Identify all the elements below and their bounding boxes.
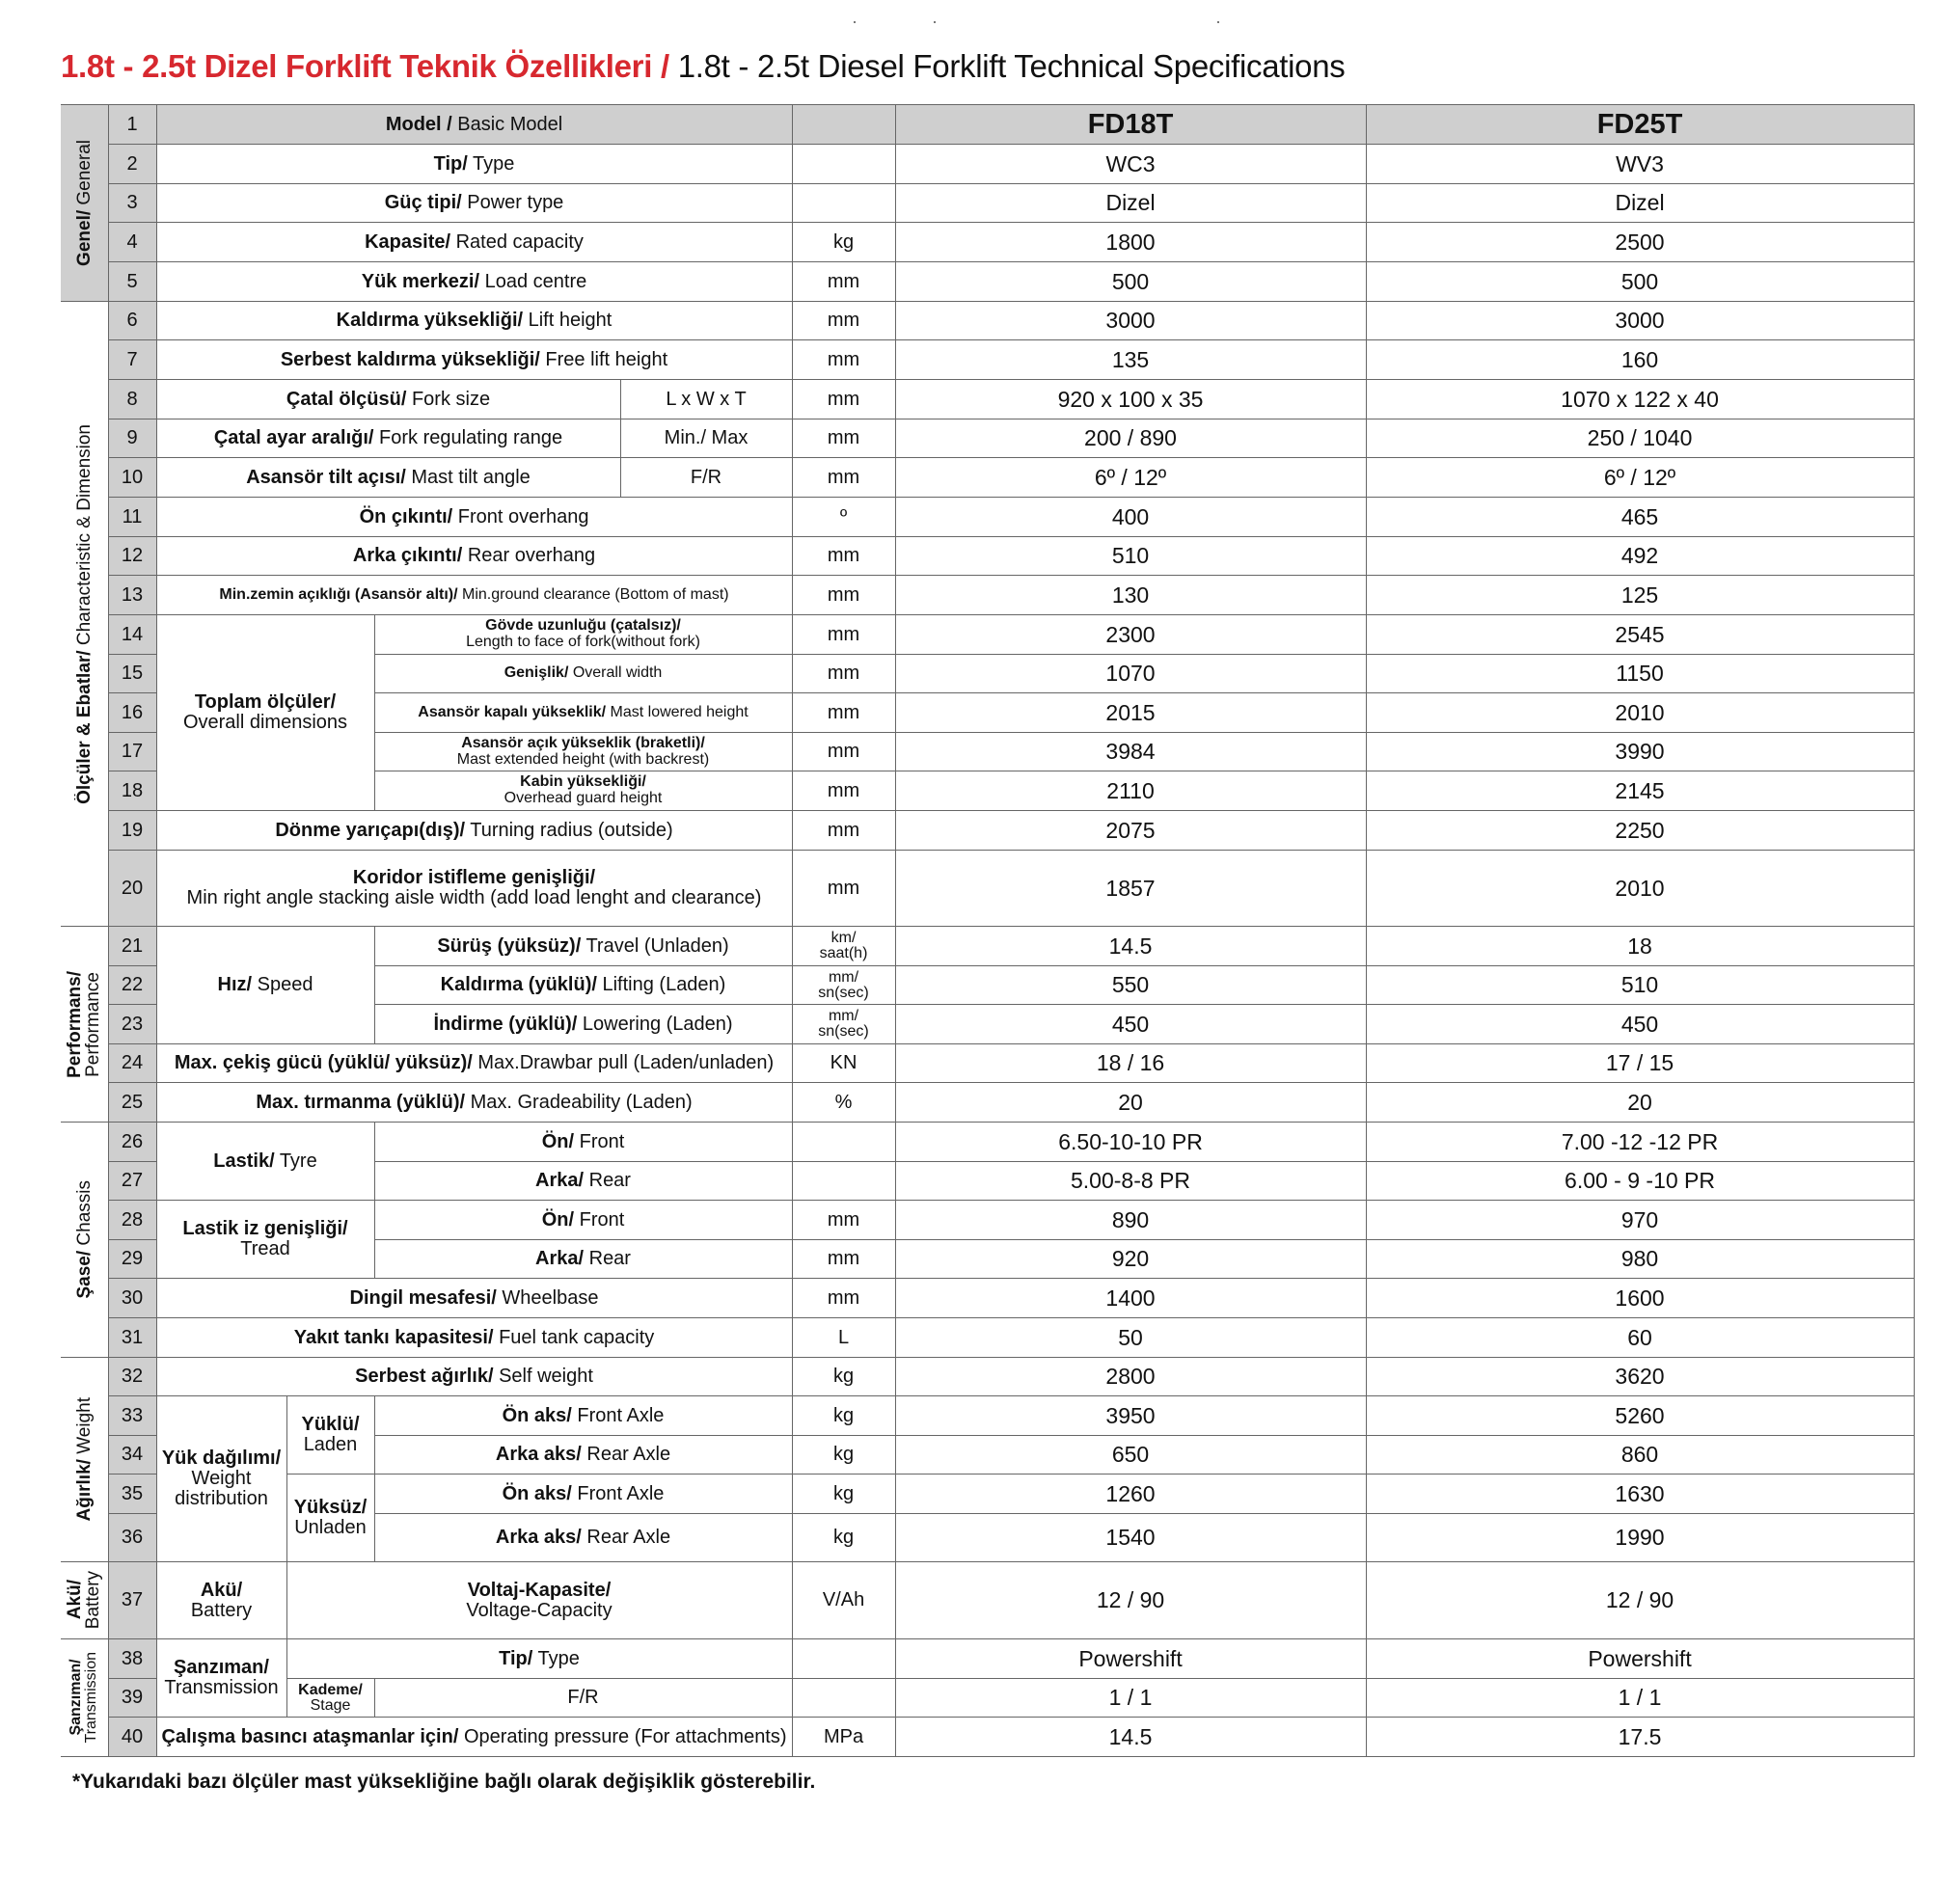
- value-fd18t: WC3: [895, 145, 1366, 184]
- value-fd18t: 650: [895, 1436, 1366, 1475]
- table-row: [61, 105, 1914, 145]
- spec-label: Tip/ Type: [156, 145, 792, 184]
- row-number: 36: [108, 1514, 156, 1562]
- spec-label: Tip/ Type: [286, 1639, 792, 1679]
- value-fd18t: 3000: [895, 302, 1366, 340]
- unit-cell: mm: [792, 771, 895, 811]
- spec-label: Max. çekiş gücü (yüklü/ yüksüz)/ Max.Drawbar pull (Laden/unladen): [156, 1044, 792, 1083]
- category-transmission: Şanzıman/ Transmission: [61, 1639, 108, 1757]
- row-number: 3: [108, 184, 156, 223]
- value-fd25t: WV3: [1366, 145, 1914, 184]
- value-fd18t: 20: [895, 1083, 1366, 1123]
- value-fd18t: 1800: [895, 223, 1366, 262]
- spec-label: F/R: [374, 1679, 792, 1718]
- value-fd18t: 450: [895, 1005, 1366, 1044]
- value-fd18t: 1540: [895, 1514, 1366, 1562]
- row-number: 1: [108, 105, 156, 145]
- value-fd25t: 1990: [1366, 1514, 1914, 1562]
- value-fd18t: 3984: [895, 733, 1366, 771]
- spec-label: Yük merkezi/ Load centre: [156, 262, 792, 302]
- top-dots: [0, 21, 1960, 27]
- row-number: 22: [108, 966, 156, 1005]
- row-number: 20: [108, 851, 156, 927]
- row-number: 7: [108, 340, 156, 380]
- category-weight: Ağırlık/ Weight: [61, 1358, 108, 1562]
- value-fd25t: 125: [1366, 576, 1914, 615]
- value-fd18t: 200 / 890: [895, 419, 1366, 458]
- spec-label: Arka çıkıntı/ Rear overhang: [156, 537, 792, 576]
- table-row: [61, 1396, 1914, 1436]
- value-fd25t: 18: [1366, 927, 1914, 966]
- value-fd18t: 14.5: [895, 927, 1366, 966]
- table-row: [61, 223, 1914, 262]
- unit-cell: mm: [792, 302, 895, 340]
- spec-label: Dönme yarıçapı(dış)/ Turning radius (outside): [156, 811, 792, 851]
- model-fd25t: FD25T: [1366, 105, 1914, 145]
- table-row: [61, 302, 1914, 340]
- spec-label: Arka aks/ Rear Axle: [374, 1436, 792, 1475]
- table-row: [61, 811, 1914, 851]
- unit-cell: kg: [792, 1358, 895, 1396]
- group-speed: Hız/ Speed: [156, 927, 374, 1044]
- table-row: [61, 1475, 1914, 1514]
- group-transmission: Şanzıman/ Transmission: [156, 1639, 286, 1718]
- table-row: [61, 1083, 1914, 1123]
- row-number: 21: [108, 927, 156, 966]
- group-unladen: Yüksüz/ Unladen: [286, 1475, 374, 1562]
- value-fd18t: Dizel: [895, 184, 1366, 223]
- value-fd18t: 920: [895, 1240, 1366, 1279]
- row-number: 35: [108, 1475, 156, 1514]
- row-number: 11: [108, 498, 156, 537]
- spec-label: Yakıt tankı kapasitesi/ Fuel tank capacity: [156, 1318, 792, 1358]
- table-row: [61, 419, 1914, 458]
- value-fd25t: 2500: [1366, 223, 1914, 262]
- category-battery: Akü/ Battery: [61, 1562, 108, 1639]
- row-number: 33: [108, 1396, 156, 1436]
- row-number: 15: [108, 655, 156, 693]
- table-row: [61, 1201, 1914, 1240]
- row-number: 23: [108, 1005, 156, 1044]
- table-row: [61, 1639, 1914, 1679]
- row-number: 31: [108, 1318, 156, 1358]
- value-fd25t: 5260: [1366, 1396, 1914, 1436]
- spec-label: Ön/ Front: [374, 1123, 792, 1162]
- spec-label: Ön aks/ Front Axle: [374, 1475, 792, 1514]
- value-fd25t: 1150: [1366, 655, 1914, 693]
- unit-cell: mm: [792, 340, 895, 380]
- value-fd25t: 465: [1366, 498, 1914, 537]
- table-row: [61, 1718, 1914, 1757]
- table-row: [61, 145, 1914, 184]
- value-fd18t: 135: [895, 340, 1366, 380]
- value-fd25t: 160: [1366, 340, 1914, 380]
- model-fd18t: FD18T: [895, 105, 1366, 145]
- spec-label: Arka/ Rear: [374, 1162, 792, 1201]
- group-tyre: Lastik/ Tyre: [156, 1123, 374, 1201]
- row-number: 9: [108, 419, 156, 458]
- spec-label: Model / Basic Model: [156, 105, 792, 145]
- value-fd25t: 450: [1366, 1005, 1914, 1044]
- spec-label: Kaldırma (yüklü)/ Lifting (Laden): [374, 966, 792, 1005]
- unit-cell: L: [792, 1318, 895, 1358]
- spec-label: Çatal ayar aralığı/ Fork regulating range: [156, 419, 620, 458]
- unit-cell: [792, 1639, 895, 1679]
- value-fd18t: 50: [895, 1318, 1366, 1358]
- row-number: 28: [108, 1201, 156, 1240]
- spec-label: Kapasite/ Rated capacity: [156, 223, 792, 262]
- group-overall-dimensions: Toplam ölçüler/ Overall dimensions: [156, 615, 374, 811]
- table-row: [61, 262, 1914, 302]
- unit-cell: mm: [792, 419, 895, 458]
- value-fd18t: 14.5: [895, 1718, 1366, 1757]
- value-fd25t: 1070 x 122 x 40: [1366, 380, 1914, 419]
- table-row: [61, 615, 1914, 655]
- spec-label: Kabin yüksekliği/ Overhead guard height: [374, 771, 792, 811]
- table-row: [61, 498, 1914, 537]
- value-fd18t: 890: [895, 1201, 1366, 1240]
- spec-label: Gövde uzunluğu (çatalsız)/ Length to face of fork(without fork): [374, 615, 792, 655]
- value-fd18t: Powershift: [895, 1639, 1366, 1679]
- row-number: 30: [108, 1279, 156, 1318]
- category-dimensions: Ölçüler & Ebatlar/ Characteristic & Dimension: [61, 302, 108, 927]
- spec-label: Güç tipi/ Power type: [156, 184, 792, 223]
- row-number: 17: [108, 733, 156, 771]
- unit-cell: mm: [792, 380, 895, 419]
- page-title: [61, 48, 1345, 85]
- table-row: [61, 1318, 1914, 1358]
- unit-cell: mm: [792, 1279, 895, 1318]
- unit-cell: mm: [792, 693, 895, 733]
- value-fd25t: 7.00 -12 -12 PR: [1366, 1123, 1914, 1162]
- unit-cell: [792, 105, 895, 145]
- row-number: 39: [108, 1679, 156, 1718]
- value-fd25t: 510: [1366, 966, 1914, 1005]
- unit-cell: mm: [792, 655, 895, 693]
- spec-label: İndirme (yüklü)/ Lowering (Laden): [374, 1005, 792, 1044]
- unit-cell: [792, 1123, 895, 1162]
- spec-label: Sürüş (yüksüz)/ Travel (Unladen): [374, 927, 792, 966]
- value-fd18t: 5.00-8-8 PR: [895, 1162, 1366, 1201]
- unit-cell: mm: [792, 615, 895, 655]
- spec-label: Asansör kapalı yükseklik/ Mast lowered height: [374, 693, 792, 733]
- value-fd25t: 970: [1366, 1201, 1914, 1240]
- spec-label: Serbest kaldırma yüksekliği/ Free lift height: [156, 340, 792, 380]
- value-fd25t: 2545: [1366, 615, 1914, 655]
- spec-sublabel: F/R: [620, 458, 792, 498]
- value-fd18t: 2110: [895, 771, 1366, 811]
- value-fd25t: 2010: [1366, 851, 1914, 927]
- value-fd25t: 17.5: [1366, 1718, 1914, 1757]
- spec-label: Ön çıkıntı/ Front overhang: [156, 498, 792, 537]
- row-number: 26: [108, 1123, 156, 1162]
- value-fd25t: 2010: [1366, 693, 1914, 733]
- spec-label: Ön aks/ Front Axle: [374, 1396, 792, 1436]
- row-number: 27: [108, 1162, 156, 1201]
- unit-cell: MPa: [792, 1718, 895, 1757]
- value-fd25t: Powershift: [1366, 1639, 1914, 1679]
- unit-cell: [792, 1679, 895, 1718]
- unit-cell: kg: [792, 1514, 895, 1562]
- value-fd25t: Dizel: [1366, 184, 1914, 223]
- row-number: 2: [108, 145, 156, 184]
- table-row: [61, 184, 1914, 223]
- spec-label: Voltaj-Kapasite/ Voltage-Capacity: [286, 1562, 792, 1639]
- spec-label: Çalışma basıncı ataşmanlar için/ Operating pressure (For attachments): [156, 1718, 792, 1757]
- value-fd25t: 6.00 - 9 -10 PR: [1366, 1162, 1914, 1201]
- value-fd25t: 1630: [1366, 1475, 1914, 1514]
- value-fd25t: 2145: [1366, 771, 1914, 811]
- row-number: 10: [108, 458, 156, 498]
- table-row: [61, 1358, 1914, 1396]
- spec-label: Kaldırma yüksekliği/ Lift height: [156, 302, 792, 340]
- unit-cell: mm: [792, 811, 895, 851]
- value-fd18t: 12 / 90: [895, 1562, 1366, 1639]
- unit-cell: km/ saat(h): [792, 927, 895, 966]
- value-fd25t: 980: [1366, 1240, 1914, 1279]
- value-fd25t: 250 / 1040: [1366, 419, 1914, 458]
- spec-label: Serbest ağırlık/ Self weight: [156, 1358, 792, 1396]
- row-number: 6: [108, 302, 156, 340]
- table-row: [61, 1562, 1914, 1639]
- unit-cell: KN: [792, 1044, 895, 1083]
- row-number: 13: [108, 576, 156, 615]
- unit-cell: mm: [792, 458, 895, 498]
- row-number: 14: [108, 615, 156, 655]
- unit-cell: mm: [792, 851, 895, 927]
- value-fd18t: 6.50-10-10 PR: [895, 1123, 1366, 1162]
- spec-label: Genişlik/ Overall width: [374, 655, 792, 693]
- unit-cell: mm: [792, 262, 895, 302]
- row-number: 24: [108, 1044, 156, 1083]
- spec-label: Koridor istifleme genişliği/ Min right angle stacking aisle width (add load lenght and clearance): [156, 851, 792, 927]
- unit-cell: mm: [792, 733, 895, 771]
- table-row: [61, 1044, 1914, 1083]
- value-fd25t: 492: [1366, 537, 1914, 576]
- table-row: [61, 576, 1914, 615]
- unit-cell: mm/ sn(sec): [792, 1005, 895, 1044]
- table-row: [61, 1279, 1914, 1318]
- table-row: [61, 458, 1914, 498]
- value-fd18t: 2075: [895, 811, 1366, 851]
- value-fd25t: 6º / 12º: [1366, 458, 1914, 498]
- spec-sublabel: Min./ Max: [620, 419, 792, 458]
- row-number: 37: [108, 1562, 156, 1639]
- value-fd18t: 400: [895, 498, 1366, 537]
- value-fd18t: 920 x 100 x 35: [895, 380, 1366, 419]
- spec-sublabel: L x W x T: [620, 380, 792, 419]
- row-number: 34: [108, 1436, 156, 1475]
- value-fd18t: 6º / 12º: [895, 458, 1366, 498]
- value-fd25t: 2250: [1366, 811, 1914, 851]
- value-fd18t: 550: [895, 966, 1366, 1005]
- value-fd25t: 3000: [1366, 302, 1914, 340]
- spec-label: Arka/ Rear: [374, 1240, 792, 1279]
- row-number: 8: [108, 380, 156, 419]
- unit-cell: kg: [792, 223, 895, 262]
- value-fd25t: 1600: [1366, 1279, 1914, 1318]
- spec-label: Dingil mesafesi/ Wheelbase: [156, 1279, 792, 1318]
- unit-cell: [792, 145, 895, 184]
- row-number: 32: [108, 1358, 156, 1396]
- title-english: 1.8t - 2.5t Diesel Forklift Technical Specifications: [677, 48, 1346, 84]
- value-fd18t: 130: [895, 576, 1366, 615]
- value-fd25t: 500: [1366, 262, 1914, 302]
- value-fd25t: 3990: [1366, 733, 1914, 771]
- row-number: 5: [108, 262, 156, 302]
- row-number: 18: [108, 771, 156, 811]
- category-chassis: Şase/ Chassis: [61, 1123, 108, 1358]
- category-general: Genel/ General: [61, 105, 108, 302]
- unit-cell: mm: [792, 1240, 895, 1279]
- table-row: [61, 1123, 1914, 1162]
- value-fd18t: 2300: [895, 615, 1366, 655]
- spec-label: Asansör tilt açısı/ Mast tilt angle: [156, 458, 620, 498]
- unit-cell: mm: [792, 1201, 895, 1240]
- table-row: [61, 851, 1914, 927]
- unit-cell: mm: [792, 537, 895, 576]
- unit-cell: kg: [792, 1436, 895, 1475]
- unit-cell: kg: [792, 1396, 895, 1436]
- table-row: [61, 927, 1914, 966]
- unit-cell: [792, 1162, 895, 1201]
- value-fd25t: 860: [1366, 1436, 1914, 1475]
- value-fd18t: 1070: [895, 655, 1366, 693]
- value-fd18t: 500: [895, 262, 1366, 302]
- value-fd18t: 2015: [895, 693, 1366, 733]
- title-turkish: 1.8t - 2.5t Dizel Forklift Teknik Özellikleri /: [61, 48, 678, 84]
- value-fd25t: 1 / 1: [1366, 1679, 1914, 1718]
- value-fd25t: 17 / 15: [1366, 1044, 1914, 1083]
- value-fd18t: 2800: [895, 1358, 1366, 1396]
- row-number: 29: [108, 1240, 156, 1279]
- spec-label: Arka aks/ Rear Axle: [374, 1514, 792, 1562]
- row-number: 25: [108, 1083, 156, 1123]
- row-number: 38: [108, 1639, 156, 1679]
- value-fd18t: 1 / 1: [895, 1679, 1366, 1718]
- value-fd25t: 3620: [1366, 1358, 1914, 1396]
- spec-label: Min.zemin açıklığı (Asansör altı)/ Min.ground clearance (Bottom of mast): [156, 576, 792, 615]
- row-number: 4: [108, 223, 156, 262]
- row-number: 12: [108, 537, 156, 576]
- value-fd25t: 60: [1366, 1318, 1914, 1358]
- value-fd18t: 1400: [895, 1279, 1366, 1318]
- group-battery: Akü/ Battery: [156, 1562, 286, 1639]
- table-row: [61, 537, 1914, 576]
- unit-cell: %: [792, 1083, 895, 1123]
- value-fd25t: 20: [1366, 1083, 1914, 1123]
- unit-cell: mm: [792, 576, 895, 615]
- unit-cell: V/Ah: [792, 1562, 895, 1639]
- category-performance: Performans/ Performance: [61, 927, 108, 1123]
- unit-cell: [792, 184, 895, 223]
- value-fd18t: 510: [895, 537, 1366, 576]
- spec-label: Ön/ Front: [374, 1201, 792, 1240]
- spec-label: Asansör açık yükseklik (braketli)/ Mast extended height (with backrest): [374, 733, 792, 771]
- table-row: [61, 340, 1914, 380]
- unit-cell: kg: [792, 1475, 895, 1514]
- footnote: *Yukarıdaki bazı ölçüler mast yüksekliğine bağlı olarak değişiklik gösterebilir.: [72, 1771, 816, 1793]
- group-tread: Lastik iz genişliği/ Tread: [156, 1201, 374, 1279]
- row-number: 16: [108, 693, 156, 733]
- spec-label: Çatal ölçüsü/ Fork size: [156, 380, 620, 419]
- value-fd25t: 12 / 90: [1366, 1562, 1914, 1639]
- row-number: 40: [108, 1718, 156, 1757]
- table-row: [61, 380, 1914, 419]
- spec-label: Max. tırmanma (yüklü)/ Max. Gradeability (Laden): [156, 1083, 792, 1123]
- value-fd18t: 18 / 16: [895, 1044, 1366, 1083]
- row-number: 19: [108, 811, 156, 851]
- group-stage: Kademe/ Stage: [286, 1679, 374, 1718]
- unit-cell: º: [792, 498, 895, 537]
- value-fd18t: 1857: [895, 851, 1366, 927]
- spec-table: [61, 104, 1915, 1757]
- value-fd18t: 3950: [895, 1396, 1366, 1436]
- unit-cell: mm/ sn(sec): [792, 966, 895, 1005]
- group-laden: Yüklü/ Laden: [286, 1396, 374, 1475]
- value-fd18t: 1260: [895, 1475, 1366, 1514]
- table-row: [61, 1679, 1914, 1718]
- group-weight-distribution: Yük dağılımı/ Weight distribution: [156, 1396, 286, 1562]
